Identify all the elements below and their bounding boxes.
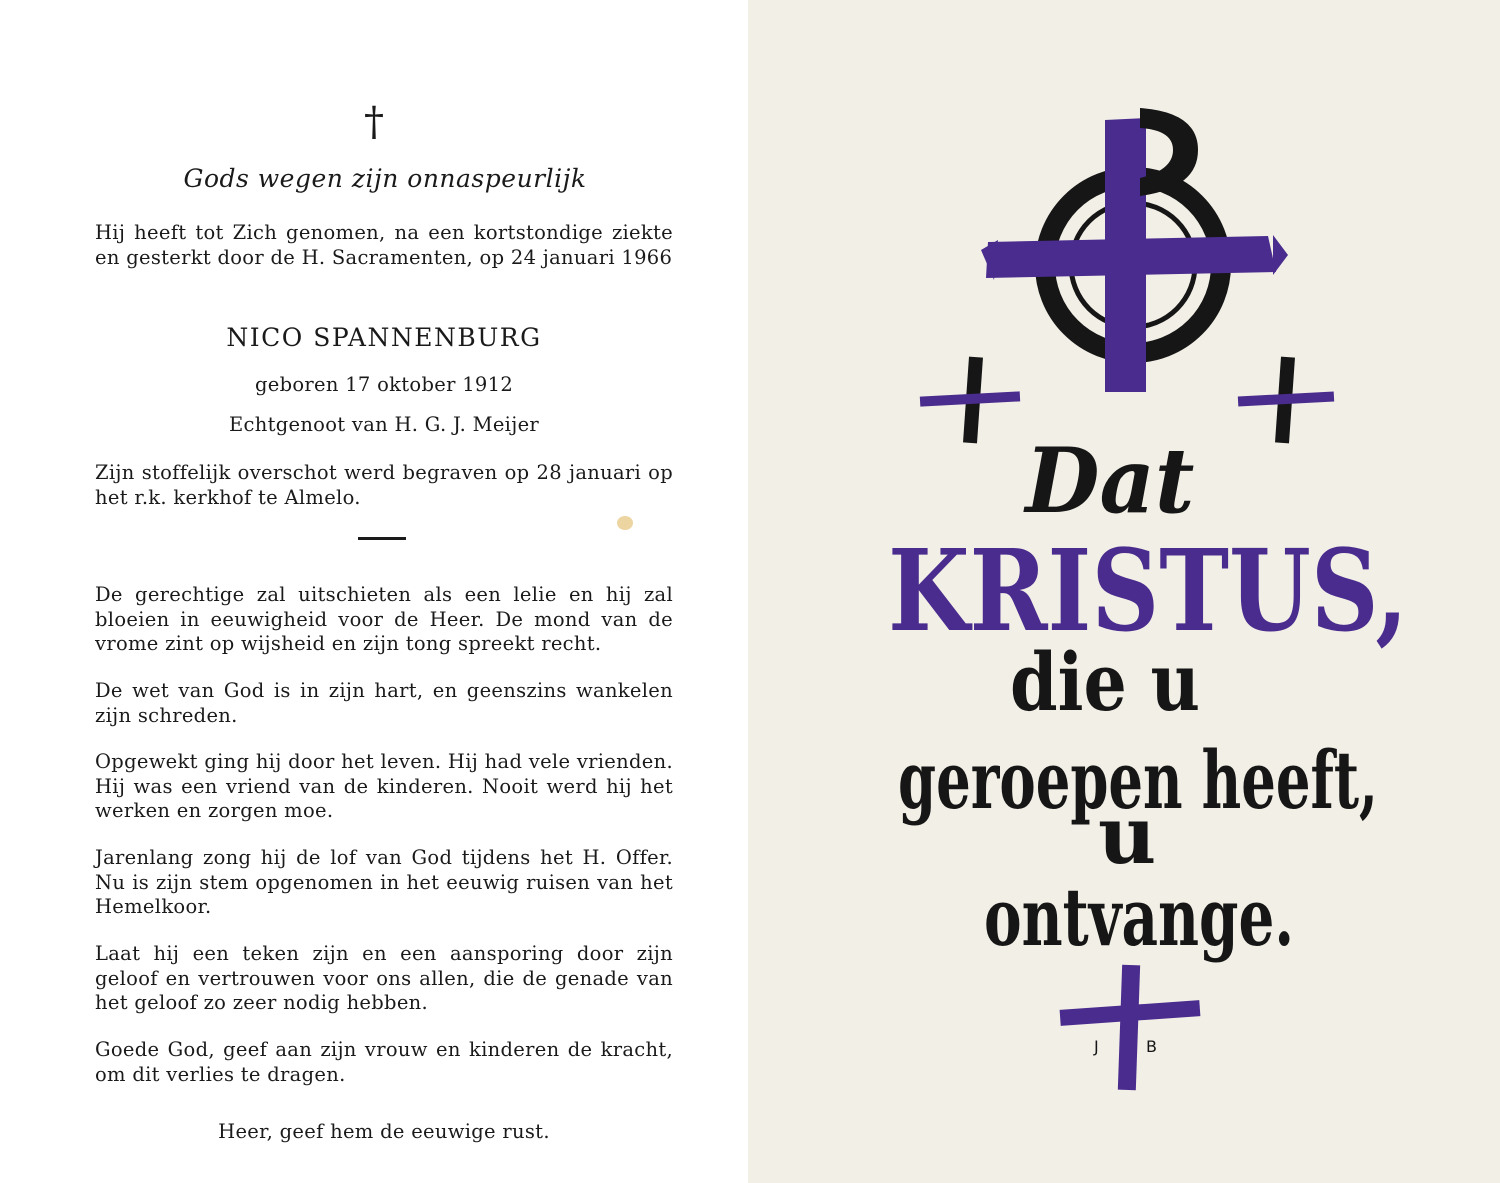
spouse-line: Echtgenoot van H. G. J. Meijer [228, 413, 540, 436]
intro-text: Hij heeft tot Zich genomen, na een kortstondige ziekte en gesterkt door de H. Sacramenten, op 24 januari 1966 [95, 221, 673, 269]
monogram-b: B [1146, 1037, 1157, 1056]
birth-date: geboren 17 oktober 1912 [254, 373, 514, 396]
calligraphy-die-u: die u [1010, 635, 1200, 729]
paragraph-5: Laat hij een teken zijn en een aansporing door zijn geloof en vertrouwen voor ons allen, die de genade van het geloof zo zeer nodig hebben. [95, 942, 673, 1015]
paragraph-4: Jarenlang zong hij de lof van God tijdens het H. Offer. Nu is zijn stem opgenomen in het eeuwig ruisen van het Hemelkoor. [95, 846, 673, 919]
chi-rho-cross-icon [981, 108, 1288, 392]
bottom-cross-icon [1060, 965, 1201, 1091]
calligraphy-artwork [748, 0, 1500, 1183]
paragraph-6: Goede God, geef aan zijn vrouw en kinderen de kracht, om dit verlies te dragen. [95, 1038, 673, 1086]
small-cross-right-icon [1238, 357, 1334, 444]
calligraphy-kristus: KRISTUS, [888, 526, 1408, 657]
memorial-card-text-page [0, 0, 748, 1183]
motto: Gods wegen zijn onnaspeurlijk [183, 164, 587, 193]
paper-stain [617, 516, 633, 530]
divider [358, 537, 406, 540]
calligraphy-ontvange: ontvange. [984, 870, 1294, 964]
calligraphy-u: u [1098, 788, 1157, 882]
paragraph-3: Opgewekt ging hij door het leven. Hij had vele vrienden. Hij was een vriend van de kinderen. Nooit werd hij het werken en zorgen moe. [95, 750, 673, 823]
small-cross-left-icon [920, 357, 1020, 444]
calligraphy-dat: Dat [1025, 427, 1195, 534]
cross-icon: † [364, 99, 384, 145]
paragraph-1: De gerechtige zal uitschieten als een lelie en hij zal bloeien in eeuwigheid voor de Heer. De mond van de vrome zint op wijsheid en zijn tong spreekt recht. [95, 583, 673, 656]
burial-text: Zijn stoffelijk overschot werd begraven op 28 januari op het r.k. kerkhof te Almelo. [95, 461, 673, 509]
monogram-j: J [1094, 1037, 1099, 1056]
deceased-name: NICO SPANNENBURG [226, 323, 542, 352]
calligraphy-geroepen-heeft: geroepen heeft, [898, 733, 1378, 827]
paragraph-2: De wet van God is in zijn hart, en geenszins wankelen zijn schreden. [95, 679, 673, 727]
closing-prayer: Heer, geef hem de eeuwige rust. [218, 1120, 550, 1143]
